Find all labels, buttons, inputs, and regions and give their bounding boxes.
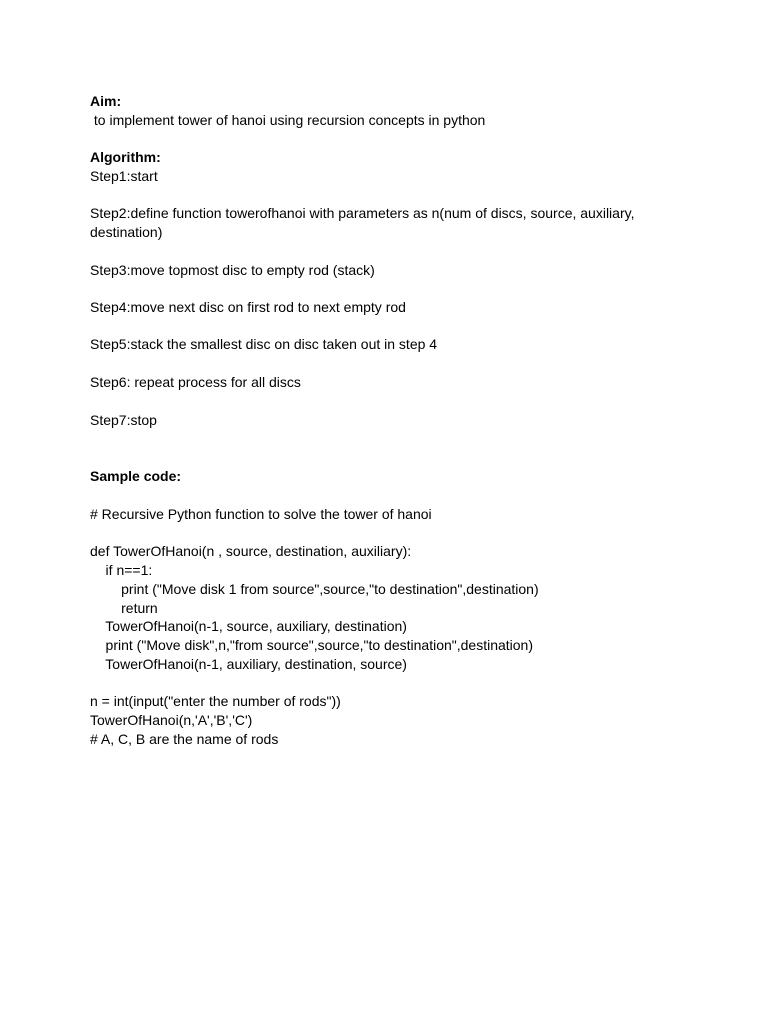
algorithm-step-3: Step3:move topmost disc to empty rod (stack): [90, 262, 375, 278]
algorithm-step-2-line-2: destination): [90, 224, 163, 240]
code-line-call: TowerOfHanoi(n,'A','B','C'): [90, 712, 253, 728]
code-line-return: return: [90, 600, 158, 616]
algorithm-step-7: Step7:stop: [90, 412, 157, 428]
algorithm-step-1: Step1:start: [90, 168, 158, 184]
code-line-rods-comment: # A, C, B are the name of rods: [90, 731, 279, 747]
algorithm-heading: Algorithm:: [90, 149, 161, 165]
algorithm-step-5: Step5:stack the smallest disc on disc taken out in step 4: [90, 336, 438, 352]
code-line-if: if n==1:: [90, 562, 153, 578]
algorithm-step-2-line-1: Step2:define function towerofhanoi with parameters as n(num of discs, source, auxiliary,: [90, 205, 635, 221]
aim-heading: Aim:: [90, 93, 122, 109]
code-line-recursive-call-1: TowerOfHanoi(n-1, source, auxiliary, destination): [90, 618, 407, 634]
sample-code-heading: Sample code:: [90, 468, 182, 484]
algorithm-step-6: Step6: repeat process for all discs: [90, 374, 301, 390]
aim-text: to implement tower of hanoi using recursion concepts in python: [90, 112, 486, 128]
algorithm-step-4: Step4:move next disc on first rod to next empty rod: [90, 299, 406, 315]
code-line-print-base: print ("Move disk 1 from source",source,"to destination",destination): [90, 581, 539, 597]
code-comment-line: # Recursive Python function to solve the tower of hanoi: [90, 506, 432, 522]
code-line-recursive-call-2: TowerOfHanoi(n-1, auxiliary, destination, source): [90, 656, 407, 672]
code-line-input: n = int(input("enter the number of rods")): [90, 693, 341, 709]
code-line-def: def TowerOfHanoi(n , source, destination, auxiliary):: [90, 543, 412, 559]
code-line-print-move: print ("Move disk",n,"from source",source,"to destination",destination): [90, 637, 534, 653]
